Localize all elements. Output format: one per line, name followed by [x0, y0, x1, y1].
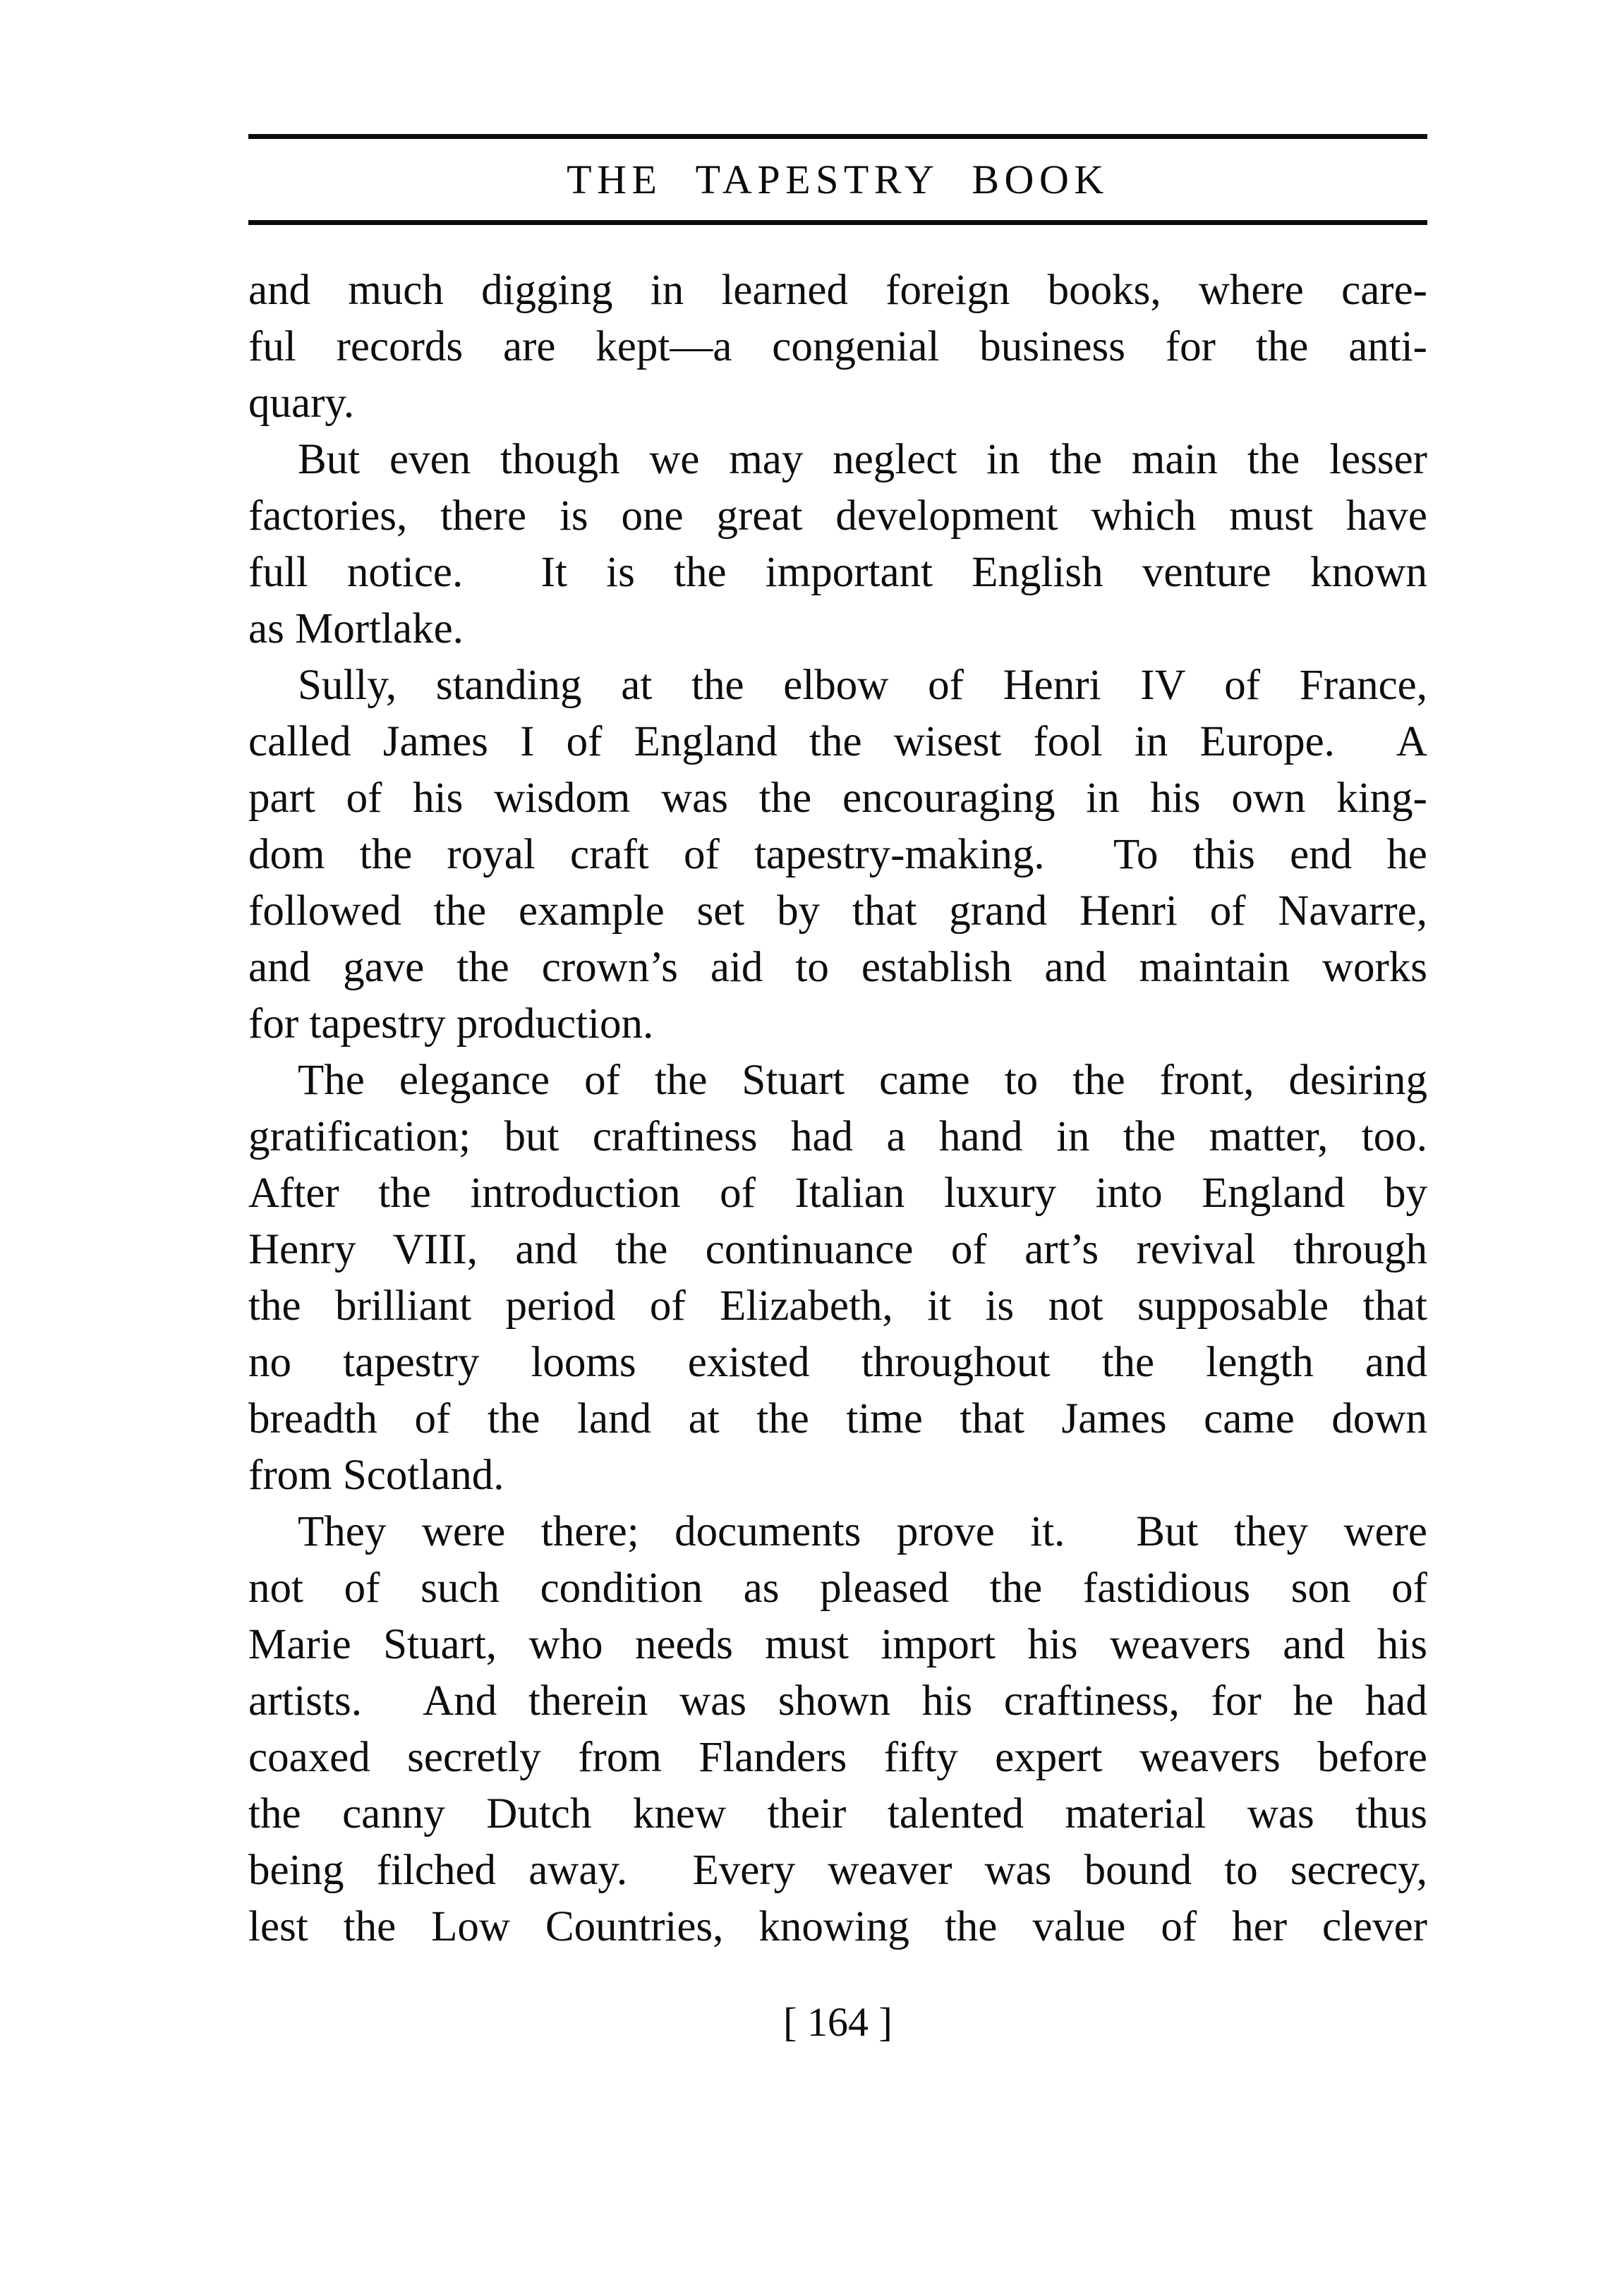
text-line: for tapestry production.	[248, 1000, 654, 1047]
text-line: Sully, standing at the elbow of Henri IV of France,	[298, 662, 1427, 709]
text-line: dom the royal craft of tapestry-making. To this end he	[248, 831, 1427, 878]
text-line: After the introduction of Italian luxury into England by	[248, 1170, 1427, 1217]
text-line: Marie Stuart, who needs must import his weavers and his	[248, 1621, 1427, 1668]
text-line: full notice. It is the important English venture known	[248, 549, 1427, 596]
text-line: and much digging in learned foreign books, where care-	[248, 267, 1427, 314]
text-line: the brilliant period of Elizabeth, it is not supposable that	[248, 1282, 1427, 1330]
text-line: factories, there is one great development which must have	[248, 492, 1427, 540]
text-line: gratification; but craftiness had a hand in the matter, too.	[248, 1113, 1427, 1160]
text-line: and gave the crown’s aid to establish and maintain works	[248, 944, 1427, 991]
text-line: called James I of England the wisest fool in Europe. A	[248, 718, 1427, 765]
text-line: not of such condition as pleased the fastidious son of	[248, 1565, 1427, 1612]
text-line: They were there; documents prove it. But they were	[298, 1508, 1427, 1555]
text-line: Henry VIII, and the continuance of art’s revival through	[248, 1226, 1427, 1273]
running-head-title: THE TAPESTRY BOOK	[567, 157, 1109, 202]
text-line: being filched away. Every weaver was bound to secrecy,	[248, 1847, 1427, 1894]
text-line: breadth of the land at the time that James came down	[248, 1395, 1427, 1442]
text-line: artists. And therein was shown his craftiness, for he had	[248, 1677, 1427, 1725]
header-rule-bottom	[248, 220, 1427, 225]
header-rule-top	[248, 134, 1427, 139]
text-line: The elegance of the Stuart came to the front, desiring	[298, 1057, 1427, 1104]
text-line: But even though we may neglect in the main the lesser	[298, 436, 1427, 483]
page-number: [ 164 ]	[783, 1999, 893, 2045]
text-line: no tapestry looms existed throughout the length and	[248, 1339, 1427, 1386]
text-line: part of his wisdom was the encouraging in his own king-	[248, 775, 1427, 822]
text-line: coaxed secretly from Flanders fifty expert weavers before	[248, 1734, 1427, 1781]
body-text	[248, 262, 1427, 1955]
text-line: the canny Dutch knew their talented material was thus	[248, 1790, 1427, 1838]
text-line: from Scotland.	[248, 1452, 504, 1499]
masthead	[248, 134, 1427, 225]
text-line: ful records are kept—a congenial business for the anti-	[248, 323, 1427, 370]
text-line: quary.	[248, 379, 355, 427]
text-line: as Mortlake.	[248, 605, 464, 652]
text-line: lest the Low Countries, knowing the value of her clever	[248, 1903, 1427, 1950]
text-line: followed the example set by that grand Henri of Navarre,	[248, 887, 1427, 935]
